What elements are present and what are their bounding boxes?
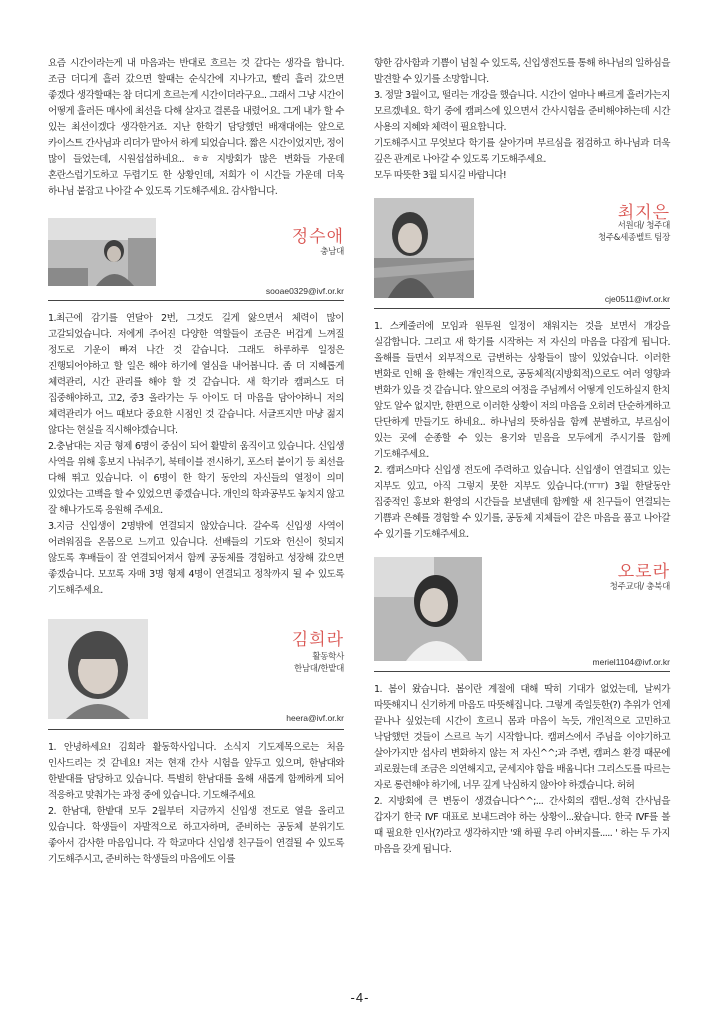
prayer-paragraph: 2. 캠퍼스마다 신입생 전도에 주력하고 있습니다. 신입생이 연결되고 있는 지부도 있고, 아직 그렇지 못한 지부도 있습니다.(ㅠㅠ) 3월 한달동안 집중적인 홍보와 환영의 시간들을 보낼텐데 함께할 새 친구들이 연결되는 기쁨과 은혜를 경험할 수 있기를, 공동체 지체들이 같은 마음을 품고 나아갈 수 있기를 기도해주세요.: [374, 465, 670, 540]
prayer-paragraph: 2. 한남대, 한밭대 모두 2월부터 지금까지 신입생 전도로 열을 올리고 있습니다. 학생들이 자발적으로 하고자하며, 준비하는 공동체 분위기도 좋아서 감사한 마음입니다. 각 학교마다 신입생 친구들이 연결될 수 있도록 기도해주시고, 준비하는 학생들의 마음에도 이를: [48, 806, 344, 865]
profile-header-oh-rora: [374, 557, 670, 672]
profile-affiliation: [598, 220, 670, 244]
profile-header-kim-heera: [48, 611, 344, 730]
profile-photo: [48, 218, 156, 286]
intro-paragraph: 요즘 시간이라는게 내 마음과는 반대로 흐르는 것 같다는 생각을 합니다. 조금 더디게 흘러 갔으면 할때는 순식간에 지나가고, 빨리 흘러 갔으면 좋겠다 생각할때는 참 더디게 흐르는게 시간이더라구요.. 그래서 그냥 시간이 어떻게 흘러든 매사에 최선을 다해 살자고 결론을 내렸어요. 그게 내가 할 수 있는 최선이겠다 생각한거죠. 지난 한학기 담당했던 배재대에는 앞으로 카이스트 간사님과 리더가 맡아서 하게 되었습니다. 짧은 시간이었지만, 정이 많이 들었는데, 시원섭섭하네요.. ㅎㅎ 지방회가 많은 변화들 가운데 혼란스럽기도하고 두렵기도 한 상황인데, 저희가 이 시간들 가운데 더욱 하나님 붙잡고 나아갈 수 있도록 기도해주세요. 감사합니다.: [48, 58, 344, 197]
profile-photo: [48, 619, 148, 719]
profile-affiliation-line: 서원대/ 청주대: [617, 221, 670, 231]
page-number: -4-: [350, 990, 370, 1005]
profile-name: 정수애: [291, 227, 344, 247]
prayer-content: [48, 311, 344, 599]
intro-continued-paragraph: 향한 감사함과 기쁨이 넘칠 수 있도록, 신입생전도를 통해 하나님의 일하심을 발견할 수 있기를 소망합니다.: [374, 58, 670, 85]
prayer-content: [374, 682, 670, 858]
profile-email: heera@ivf.or.kr: [286, 713, 344, 723]
profile-name: 김희라: [291, 630, 344, 650]
prayer-paragraph: 1. 안녕하세요! 김희라 활동학사입니다. 소식지 기도제목으로는 처음 인사드리는 것 같네요! 저는 현재 간사 시험을 앞두고 있으며, 한남대와 한밭대를 담당하고 있습니다. 특별히 한남대를 올해 새롭게 함께하게 되어 적응하고 맞춰가는 과정 중에 있습니다. 기도해주세요: [48, 742, 344, 801]
profile-email: cje0511@ivf.or.kr: [604, 294, 670, 304]
left-column: [48, 56, 344, 868]
profile-affiliation-line: 활동학사: [312, 652, 344, 662]
profile-affiliation-line: 청주교대/ 충북대: [609, 582, 670, 592]
right-column: [374, 56, 670, 858]
profile-email: meriel1104@ivf.or.kr: [592, 657, 670, 667]
profile-affiliation-line: 청주&세종벨트 팀장: [597, 233, 670, 243]
intro-continued-paragraph: 모두 따뜻한 3월 되시길 바랍니다!: [374, 170, 507, 181]
prayer-paragraph: 2. 지방회에 큰 변동이 생겼습니다^^;... 간사회의 캡틴..성혁 간사님을 갑자기 한국 IVF 대표로 보내드려야 하는 상황이...왔습니다. 한국 IVF를 볼 때 필요한 인사(?)라고 생각하지만 '왜 하필 우리 아버지를..... ' 하는 두 가지 마음을 갖게 됩니다.: [374, 796, 670, 855]
prayer-content: [48, 740, 344, 868]
prayer-paragraph: 3.지금 신입생이 2명밖에 연결되지 않았습니다. 갈수록 신입생 사역이 어려워짐을 온몸으로 느끼고 있습니다. 선배들의 기도와 헌신이 헛되지 않도록 후배들이 잘 연결되어져서 함께 공동체를 경험하고 성장해 갔으면 좋겠습니다. 모꼬록 자매 3명 형제 4명이 연결되고 정착까지 될 수 있도록 기도해주세요.: [48, 521, 344, 596]
profile-name: 오로라: [617, 562, 670, 582]
intro-continued-paragraph: 3. 정말 3월이고, 떨리는 개강을 했습니다. 시간이 얼마나 빠르게 흘러가는지 모르겠네요. 학기 중에 캠퍼스에 있으면서 간사시험을 준비해야하는데 시간 사용의 지혜와 체력이 필요합니다.: [374, 90, 670, 133]
profile-affiliation-line: 한남대/한밭대: [293, 664, 344, 674]
profile-affiliation: [610, 581, 670, 593]
profile-email: sooae0329@ivf.or.kr: [265, 286, 344, 296]
prayer-paragraph: 1.최근에 감기를 연달아 2번, 그것도 길게 앓으면서 체력이 많이 고갈되었습니다. 저에게 주어진 다양한 역할들이 조금은 버겁게 느껴질 정도로 기운이 빠져 나간 것 같습니다. 그래도 하루하루 일정은 진행되어야하고 할 일은 해야 하기에 열심을 내어봅니다. 좀 더 지혜롭게 체력관리, 시간 관리를 해야 할 것 같습니다. 새 학기라 캠퍼스도 더 집중해야하고, 고2, 중3 올라가는 두 아이도 더 마음을 담아야하니 저의 체력관리가 어느 때보다 중요한 시점인 것 같습니다. 서글프지만 마냥 젊지 않다는 현실을 직시해야겠습니다.: [48, 313, 344, 436]
profile-photo: [374, 557, 482, 661]
intro-continued-paragraph: 기도해주시고 무엇보다 학기를 살아가며 부르심을 점검하고 하나님과 더욱 깊은 관계로 나아갈 수 있도록 기도해주세요.: [374, 138, 670, 165]
profile-affiliation-line: 충남대: [320, 247, 344, 257]
profile-affiliation: [320, 246, 344, 258]
prayer-content: [374, 319, 670, 543]
profile-photo: [374, 198, 474, 298]
profile-header-jeong-suae: [48, 210, 344, 301]
profile-affiliation: [294, 651, 344, 675]
prayer-paragraph: 1. 스케줄러에 모임과 원투원 일정이 채워지는 것을 보면서 개강을 실감합니다. 그리고 새 학기를 시작하는 저 자신의 마음을 다잡게 됩니다. 올해를 들면서 외부적으로 급변하는 상황들이 많이 있었습니다. 이러한 변화로 인해 올 한해는 개인적으로, 공동체적(지방회적)으로도 여러 영향과 변화가 있을 것 같습니다. 앞으로의 여정을 주님께서 어떻게 인도하실지 한치 앞도 알수 없지만, 한편으로 이러한 상황이 저의 마음을 오히려 단순하게하고 단단하게 만들기도 하네요.. 하나님의 뜻하심을 함께 분별하고, 부르심이 있는 곳에 순종할 수 있는 용기와 믿음을 모두에게 주시기를 함께 기도해주세요.: [374, 321, 670, 460]
prayer-paragraph: 2.충남대는 지금 형제 6명이 중심이 되어 활발히 움직이고 있습니다. 신입생 사역을 위해 홍보지 나눠주기, 북테이블 전시하기, 포스터 붙이기 등 최선을 다해 뛰고 있습니다. 이 6명이 한 학기 동안의 자신들의 열정이 의미 있었다는 고백을 할 수 있었으면 좋겠습니다. 개인의 학과공부도 놓치지 않고 잘 해나가도록 응원해 주세요.: [48, 441, 344, 516]
profile-name: 최지은: [617, 203, 670, 223]
prayer-paragraph: 1. 봄이 왔습니다. 봄이란 계절에 대해 딱히 기대가 없었는데, 날씨가 따뜻해지니 신기하게 마음도 따뜻해집니다. 그렇게 죽일듯한(?) 추위가 언제 끝나나 싶었는데 시간이 흐르니 몸과 마음이 녹듯, 개인적으로 고민하고 낙담했던 것들이 스르르 녹기 시작합니다. 캠퍼스에서 주님을 이야기하고 살아가지만 섭사리 변화하지 않는 저 자신^^;과 주변, 캠퍼스 환경 때문에 괴로웠는데 조금은 의연해지고, 굳세지야 함을 배웁니다! 그리스도를 따르는 자로 롱런해야 하기에, 너무 깊게 낙심하지 않아야 하겠습니다. 허허: [374, 684, 670, 791]
profile-header-choi-jieun: [374, 198, 670, 309]
